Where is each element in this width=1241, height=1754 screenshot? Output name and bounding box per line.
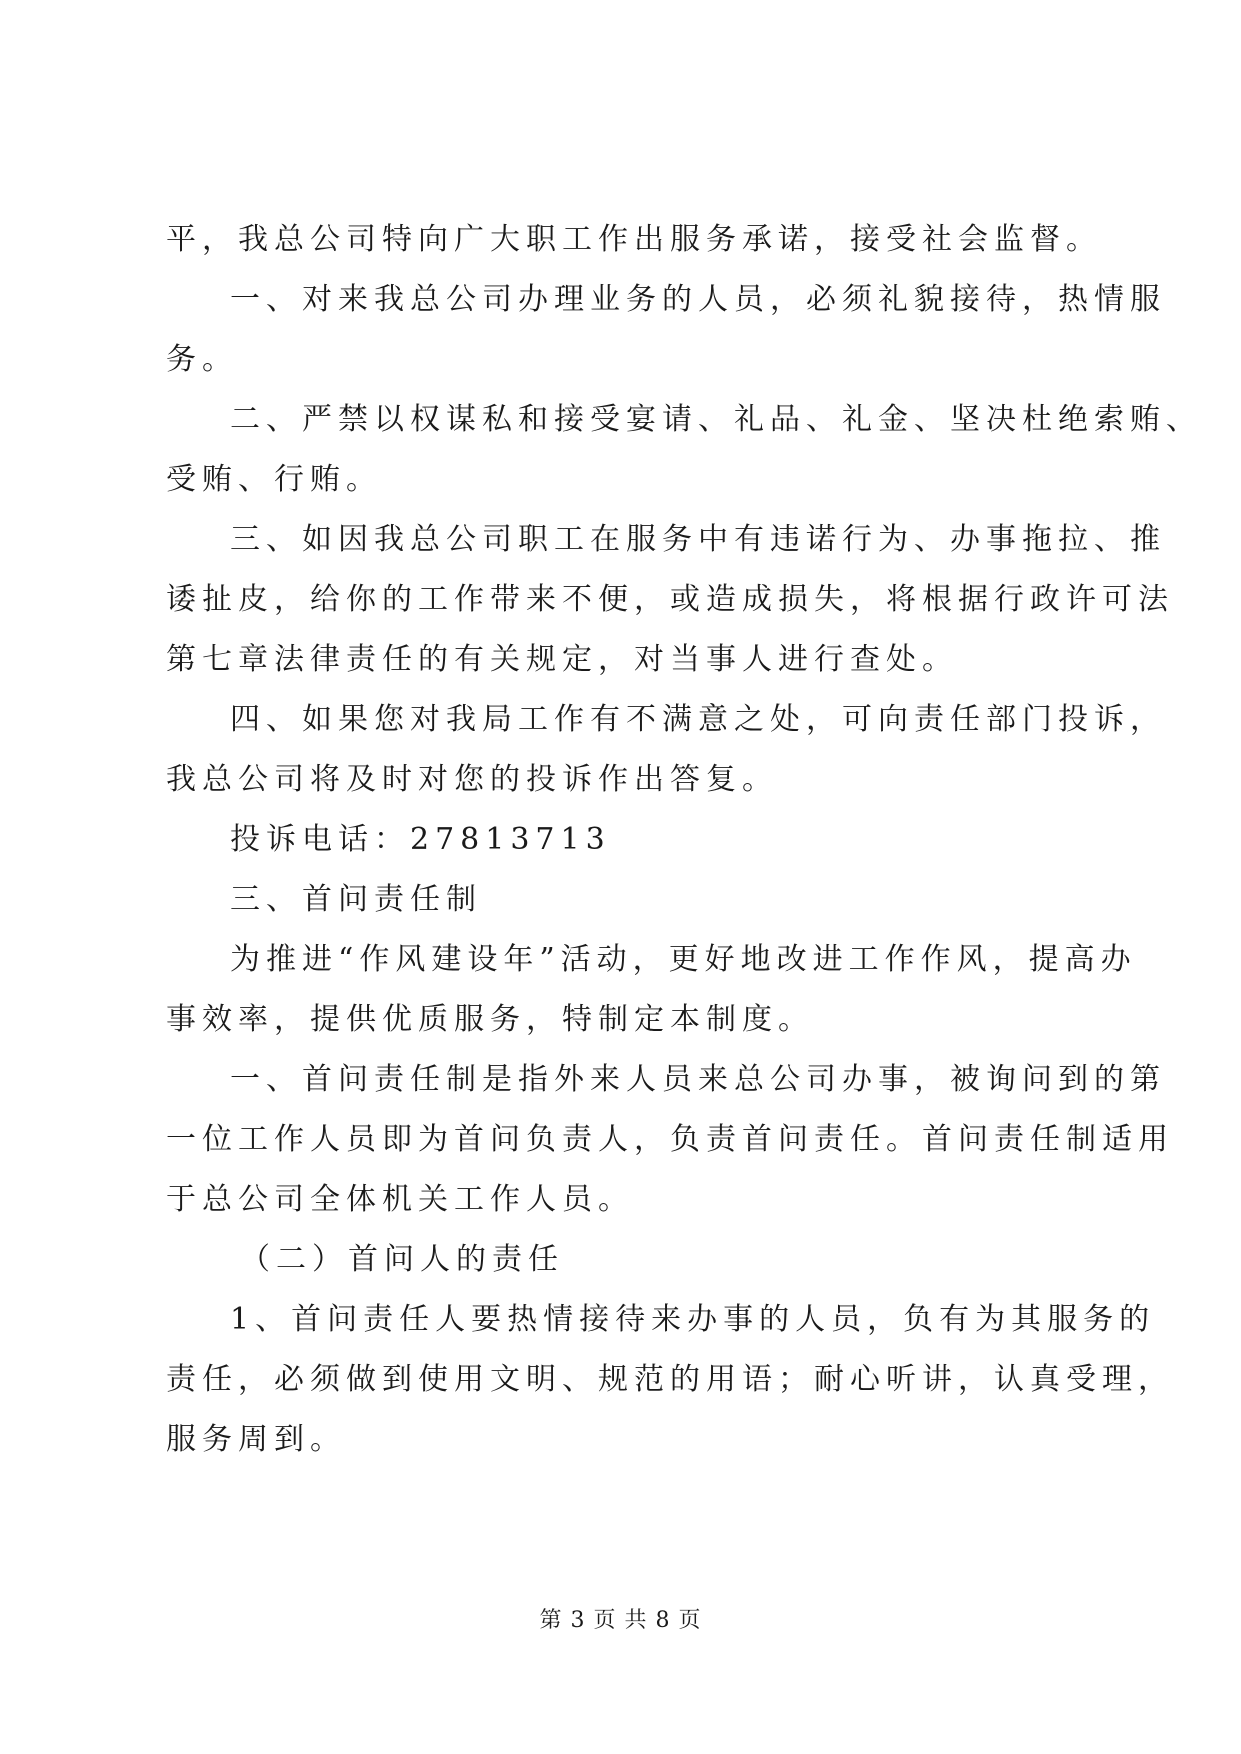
text-line: 三、如因我总公司职工在服务中有违诺行为、办事拖拉、推 [230,522,1166,557]
text-line: 务。 [166,342,238,377]
text-line: 责任，必须做到使用文明、规范的用语；耐心听讲，认真受理， [166,1362,1174,1397]
text-line: 我总公司将及时对您的投诉作出答复。 [166,762,778,797]
text-line: 1、首问责任人要热情接待来办事的人员，负有为其服务的 [230,1302,1156,1337]
text-line: 平，我总公司特向广大职工作出服务承诺，接受社会监督。 [166,222,1102,257]
text-line: 于总公司全体机关工作人员。 [166,1182,634,1217]
text-line: 一、首问责任制是指外来人员来总公司办事，被询问到的第 [230,1062,1166,1097]
text-line: 一、对来我总公司办理业务的人员，必须礼貌接待，热情服 [230,282,1166,317]
text-line: 一位工作人员即为首问负责人，负责首问责任。首问责任制适用 [166,1122,1174,1157]
text-line: 为推进“作风建设年”活动，更好地改进工作作风，提高办 [230,942,1137,977]
text-line: 第七章法律责任的有关规定，对当事人进行查处。 [166,642,958,677]
complaint-phone: 投诉电话：27813713 [230,822,611,857]
subsection-heading: （二）首问人的责任 [240,1242,564,1277]
text-line: 二、严禁以权谋私和接受宴请、礼品、礼金、坚决杜绝索贿、 [230,402,1202,437]
section-heading: 三、首问责任制 [230,882,482,917]
document-body [166,210,1202,1470]
text-line: 受贿、行贿。 [166,462,382,497]
text-line: 事效率，提供优质服务，特制定本制度。 [166,1002,814,1037]
page-number-footer: 第 3 页 共 8 页 [539,1608,702,1633]
text-line: 诿扯皮，给你的工作带来不便，或造成损失，将根据行政许可法 [166,582,1174,617]
text-line: 四、如果您对我局工作有不满意之处，可向责任部门投诉， [230,702,1166,737]
text-line: 服务周到。 [166,1422,346,1457]
